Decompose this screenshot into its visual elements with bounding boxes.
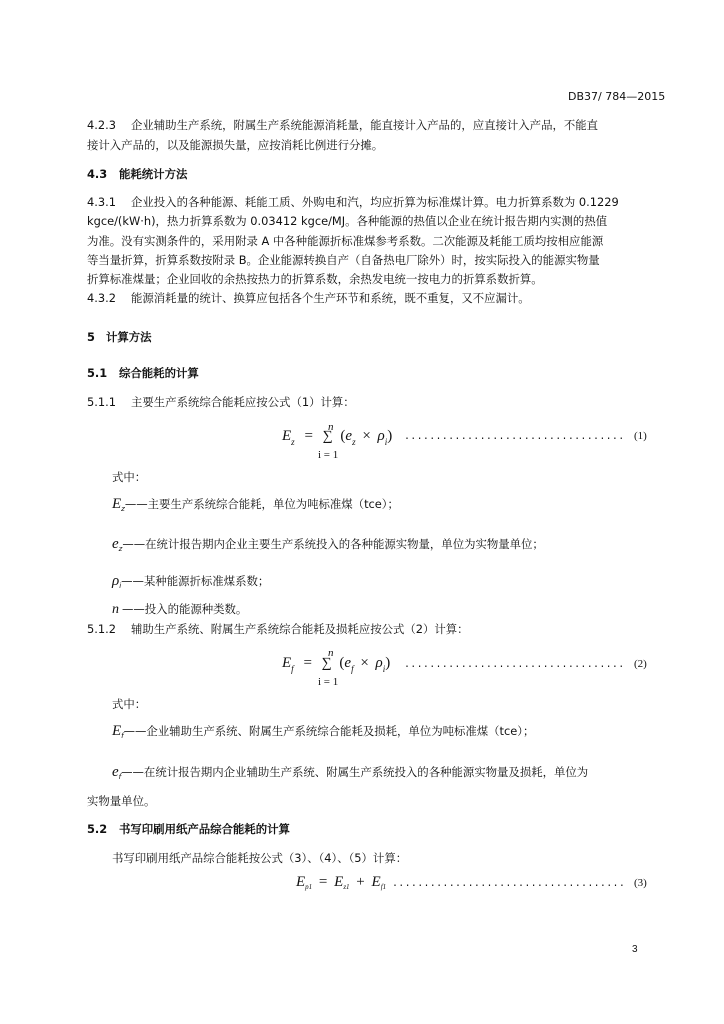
formula-2-lower-limit: i = 1 — [318, 676, 339, 688]
clause-5-1-1-text: 主要生产系统综合能耗应按公式（1）计算： — [131, 395, 355, 409]
section-4-3-title: 能耗统计方法 — [119, 167, 188, 181]
section-5-number: 5 — [87, 330, 95, 344]
def-ef-line1: $e_f——$在统计报告期内企业辅助生产系统、附属生产系统投入的各种能源实物量及损耗，单位为 — [112, 764, 589, 781]
clause-4-2-3-line1: 企业辅助生产系统，附属生产系统能源消耗量，能直接计入产品的，应直接计入产品，不能直 — [131, 118, 599, 132]
section-5-1-title: 综合能耗的计算 — [119, 366, 199, 380]
def-ef-line2: 实物量单位。 — [87, 794, 156, 808]
formula-2-upper-limit: n — [328, 647, 334, 659]
clause-4-3-1-line2: kgce/(kW·h)，热力折算系数为 0.03412 kgce/MJ。各种能源的热值以企业在统计报告期内实测的热值 — [87, 214, 608, 228]
def-Ez: $E_z——$主要生产系统综合能耗，单位为吨标准煤（tce）； — [112, 496, 399, 513]
clause-5-1-2-text: 辅助生产系统、附属生产系统综合能耗及损耗应按公式（2）计算： — [131, 622, 469, 636]
standard-code: DB37/ 784—2015 — [568, 90, 666, 103]
clause-4-3-1-line3: 为准。没有实测条件的，采用附录 A 中各种能源折标准煤参考系数。二次能源及耗能工质均按相应能源 — [87, 234, 604, 248]
formula-1-dots: ................................... — [404, 432, 625, 443]
def-Ef: $E_f——$企业辅助生产系统、附属生产系统综合能耗及损耗，单位为吨标准煤（tce）； — [112, 723, 535, 740]
clause-4-3-2-text: 能源消耗量的统计、换算应包括各个生产环节和系统，既不重复，又不应漏计。 — [131, 291, 530, 305]
clause-5-1-2-number: 5.1.2 — [87, 622, 116, 636]
clause-4-2-3-number: 4.2.3 — [87, 118, 116, 132]
formula-1: $E_z$ = ∑ $(e_z \times \rho_i)$ — [282, 428, 393, 447]
section-5-2-title: 书写印刷用纸产品综合能耗的计算 — [119, 822, 290, 836]
formula-2-number: (2) — [634, 658, 647, 670]
clause-4-3-1-line5: 折算标准煤量；企业回收的余热按热力的折算系数，余热发电统一按电力的折算系数折算。 — [87, 272, 543, 286]
formula-1-lower-limit: i = 1 — [318, 449, 339, 461]
clause-4-3-2-number: 4.3.2 — [87, 291, 116, 305]
formula-2: $E_f$ = ∑ $(e_f \times \rho_i)$ — [282, 655, 391, 674]
section-4-3-number: 4.3 — [87, 167, 108, 181]
def-rho: $\rho_i——$某种能源折标准煤系数； — [112, 573, 270, 590]
formula-1-number: (1) — [634, 430, 647, 442]
formula-1-upper-limit: n — [328, 421, 334, 433]
clause-4-2-3-line2: 接计入产品的，以及能源损失量，应按消耗比例进行分摊。 — [87, 138, 384, 152]
formula-3-number: (3) — [634, 877, 647, 889]
clause-5-1-1-number: 5.1.1 — [87, 395, 116, 409]
def-ez: $e_z——$在统计报告期内企业主要生产系统投入的各种能源实物量，单位为实物量单位； — [112, 536, 544, 553]
where-label-1: 式中： — [112, 470, 147, 484]
section-5-2-number: 5.2 — [87, 822, 108, 836]
section-5-2-text: 书写印刷用纸产品综合能耗按公式（3）、（4）、（5）计算： — [112, 851, 408, 865]
def-n: n ——投入的能源种类数。 — [112, 602, 248, 617]
section-5-1-number: 5.1 — [87, 366, 108, 380]
section-5-title: 计算方法 — [106, 330, 152, 344]
where-label-2: 式中： — [112, 697, 147, 711]
clause-4-3-1-number: 4.3.1 — [87, 195, 116, 209]
clause-4-3-1-line1: 企业投入的各种能源、耗能工质、外购电和汽，均应折算为标准煤计算。电力折算系数为 0.1229 — [131, 195, 619, 209]
formula-3: $E_{p1} = E_{z1} + E_{f1}$ — [296, 874, 387, 891]
formula-3-dots: ..................................... — [392, 879, 626, 890]
clause-4-3-1-line4: 等当量折算，折算系数按附录 B。企业能源转换自产（自备热电厂除外）时，按实际投入的能源实物量 — [87, 253, 600, 267]
formula-2-dots: ................................... — [404, 660, 625, 671]
page-number: 3 — [632, 944, 638, 955]
